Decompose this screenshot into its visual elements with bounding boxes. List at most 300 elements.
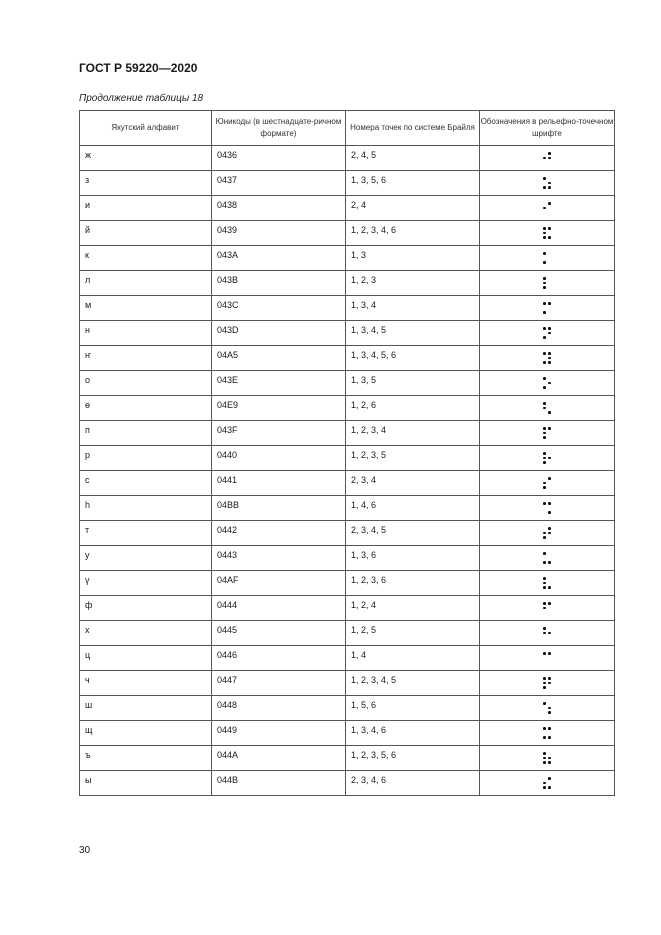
table-row — [80, 171, 615, 196]
braille-dot — [543, 411, 546, 414]
braille-dot — [548, 502, 551, 505]
braille-dot — [548, 207, 551, 210]
cell-unicode: 0439 — [212, 221, 346, 246]
braille-dot — [548, 252, 551, 255]
braille-dot — [548, 286, 551, 289]
cell-braille-glyph — [480, 371, 615, 396]
cell-unicode: 04A5 — [212, 346, 346, 371]
braille-dot — [543, 786, 546, 789]
cell-letter: щ — [80, 721, 212, 746]
braille-dot — [548, 307, 551, 310]
braille-dot — [548, 757, 551, 760]
braille-dot — [543, 702, 546, 705]
braille-dot — [548, 582, 551, 585]
cell-braille-points: 1, 4, 6 — [346, 496, 480, 521]
cell-letter: ч — [80, 671, 212, 696]
cell-braille-points: 2, 4, 5 — [346, 146, 480, 171]
braille-cell-icon — [543, 602, 551, 614]
braille-cell-icon — [543, 752, 551, 764]
braille-dot — [543, 152, 546, 155]
braille-cell-icon — [543, 577, 551, 589]
braille-cell-icon — [543, 627, 551, 639]
document-standard-title: ГОСТ Р 59220—2020 — [79, 61, 198, 75]
cell-unicode: 04BB — [212, 496, 346, 521]
cell-unicode: 0448 — [212, 696, 346, 721]
table-row — [80, 696, 615, 721]
braille-dot — [543, 532, 546, 535]
braille-dot — [543, 177, 546, 180]
braille-dot — [543, 402, 546, 405]
braille-dot — [548, 511, 551, 514]
braille-dot — [548, 177, 551, 180]
cell-braille-points: 1, 2, 3, 5, 6 — [346, 746, 480, 771]
braille-dot — [548, 457, 551, 460]
braille-dot — [548, 302, 551, 305]
table-row — [80, 646, 615, 671]
braille-dot — [543, 757, 546, 760]
braille-dot — [543, 202, 546, 205]
braille-cell-icon — [543, 177, 551, 189]
braille-dot — [548, 427, 551, 430]
braille-dot — [543, 736, 546, 739]
cell-braille-points: 2, 3, 4, 6 — [346, 771, 480, 796]
cell-braille-glyph — [480, 446, 615, 471]
table-row — [80, 446, 615, 471]
braille-dot — [543, 657, 546, 660]
table-body — [80, 146, 615, 796]
braille-dot — [548, 586, 551, 589]
braille-dot — [548, 332, 551, 335]
braille-dot — [548, 686, 551, 689]
cell-braille-points: 1, 2, 3, 5 — [346, 446, 480, 471]
braille-dot — [548, 357, 551, 360]
cell-letter: ф — [80, 596, 212, 621]
braille-dot — [548, 657, 551, 660]
braille-dot — [548, 677, 551, 680]
braille-dot — [543, 552, 546, 555]
braille-dot — [543, 261, 546, 264]
cell-letter: ц — [80, 646, 212, 671]
braille-dot — [548, 327, 551, 330]
table-header-row — [80, 111, 615, 146]
cell-unicode: 0444 — [212, 596, 346, 621]
cell-braille-glyph — [480, 146, 615, 171]
cell-braille-points: 1, 2, 4 — [346, 596, 480, 621]
cell-braille-glyph — [480, 271, 615, 296]
braille-dot — [543, 477, 546, 480]
braille-dot — [543, 677, 546, 680]
braille-cell-icon — [543, 527, 551, 539]
header-yakut-alphabet: Якутский алфавит — [80, 111, 212, 146]
cell-letter: л — [80, 271, 212, 296]
braille-dot — [548, 432, 551, 435]
braille-dot — [543, 711, 546, 714]
cell-unicode: 043A — [212, 246, 346, 271]
table-row — [80, 571, 615, 596]
table-row — [80, 471, 615, 496]
braille-cell-icon — [543, 477, 551, 489]
cell-unicode: 043D — [212, 321, 346, 346]
braille-dot — [543, 652, 546, 655]
cell-unicode: 0445 — [212, 621, 346, 646]
braille-dot — [548, 652, 551, 655]
braille-dot — [548, 461, 551, 464]
table-row — [80, 321, 615, 346]
braille-dot — [543, 582, 546, 585]
cell-letter: у — [80, 546, 212, 571]
braille-dot — [548, 436, 551, 439]
table-row — [80, 671, 615, 696]
braille-dot — [548, 577, 551, 580]
cell-braille-glyph — [480, 296, 615, 321]
table-row — [80, 371, 615, 396]
cell-braille-points: 1, 2, 3 — [346, 271, 480, 296]
cell-braille-points: 1, 3, 4, 5, 6 — [346, 346, 480, 371]
table-row — [80, 596, 615, 621]
braille-cell-icon — [543, 377, 551, 389]
braille-cell-icon — [543, 277, 551, 289]
braille-dot — [543, 236, 546, 239]
braille-dot — [543, 386, 546, 389]
braille-dot — [543, 602, 546, 605]
cell-letter: ү — [80, 571, 212, 596]
braille-dot — [543, 482, 546, 485]
braille-dot — [548, 386, 551, 389]
table-row — [80, 146, 615, 171]
header-braille-points: Номера точек по системе Брайля — [346, 111, 480, 146]
braille-dot — [548, 182, 551, 185]
braille-dot — [548, 157, 551, 160]
braille-dot — [543, 682, 546, 685]
table-row — [80, 621, 615, 646]
table-row — [80, 221, 615, 246]
cell-braille-glyph — [480, 596, 615, 621]
cell-braille-points: 1, 2, 3, 4, 6 — [346, 221, 480, 246]
cell-letter: һ — [80, 496, 212, 521]
braille-dot — [543, 211, 546, 214]
braille-dot — [548, 702, 551, 705]
cell-unicode: 044A — [212, 746, 346, 771]
braille-dot — [548, 611, 551, 614]
cell-braille-points: 1, 3, 5 — [346, 371, 480, 396]
braille-dot — [543, 407, 546, 410]
braille-dot — [548, 211, 551, 214]
cell-unicode: 043B — [212, 271, 346, 296]
braille-dot — [548, 411, 551, 414]
cell-letter: х — [80, 621, 212, 646]
braille-dot — [543, 332, 546, 335]
braille-dot — [543, 636, 546, 639]
braille-dot — [548, 377, 551, 380]
braille-dot — [543, 232, 546, 235]
cell-unicode: 04E9 — [212, 396, 346, 421]
braille-dot — [543, 686, 546, 689]
cell-unicode: 0436 — [212, 146, 346, 171]
braille-dot — [548, 636, 551, 639]
table-row — [80, 246, 615, 271]
cell-braille-glyph — [480, 771, 615, 796]
braille-cell-icon — [543, 352, 551, 364]
braille-cell-icon — [543, 302, 551, 314]
cell-braille-points: 1, 2, 6 — [346, 396, 480, 421]
braille-dot — [548, 486, 551, 489]
braille-dot — [548, 161, 551, 164]
braille-cell-icon — [543, 702, 551, 714]
table-row — [80, 496, 615, 521]
braille-cell-icon — [543, 652, 551, 664]
braille-dot — [543, 732, 546, 735]
cell-letter: з — [80, 171, 212, 196]
cell-letter: о — [80, 371, 212, 396]
braille-dot — [548, 561, 551, 564]
braille-dot — [543, 627, 546, 630]
braille-dot — [543, 632, 546, 635]
cell-braille-points: 1, 3, 4, 6 — [346, 721, 480, 746]
braille-dot — [548, 282, 551, 285]
braille-dot — [543, 277, 546, 280]
braille-dot — [548, 507, 551, 510]
braille-dot — [543, 207, 546, 210]
braille-cell-icon — [543, 427, 551, 439]
cell-letter: ы — [80, 771, 212, 796]
braille-dot — [543, 436, 546, 439]
braille-dot — [543, 186, 546, 189]
braille-dot — [548, 632, 551, 635]
braille-dot — [543, 157, 546, 160]
cell-braille-glyph — [480, 646, 615, 671]
cell-unicode: 043F — [212, 421, 346, 446]
braille-dot — [548, 482, 551, 485]
cell-braille-points: 1, 2, 3, 4 — [346, 421, 480, 446]
cell-letter: м — [80, 296, 212, 321]
cell-braille-glyph — [480, 721, 615, 746]
cell-braille-glyph — [480, 171, 615, 196]
braille-dot — [543, 286, 546, 289]
braille-dot — [543, 227, 546, 230]
braille-dot — [548, 707, 551, 710]
braille-dot — [543, 282, 546, 285]
header-braille-glyph: Обозначения в рельефно-точечном шрифте — [480, 111, 615, 146]
table-row — [80, 296, 615, 321]
cell-letter: к — [80, 246, 212, 271]
braille-cell-icon — [543, 452, 551, 464]
cell-braille-glyph — [480, 571, 615, 596]
cell-letter: п — [80, 421, 212, 446]
braille-dot — [548, 777, 551, 780]
braille-dot — [548, 402, 551, 405]
braille-dot — [543, 327, 546, 330]
braille-dot — [543, 432, 546, 435]
braille-dot — [543, 336, 546, 339]
cell-letter: ш — [80, 696, 212, 721]
table-row — [80, 346, 615, 371]
cell-unicode: 0449 — [212, 721, 346, 746]
cell-letter: с — [80, 471, 212, 496]
braille-dot — [548, 602, 551, 605]
cell-unicode: 0443 — [212, 546, 346, 571]
cell-braille-points: 1, 3 — [346, 246, 480, 271]
table-row — [80, 196, 615, 221]
cell-letter: н — [80, 321, 212, 346]
braille-cell-icon — [543, 252, 551, 264]
cell-braille-glyph — [480, 321, 615, 346]
braille-dot — [543, 257, 546, 260]
braille-dot — [548, 607, 551, 610]
braille-dot — [543, 461, 546, 464]
braille-dot — [543, 377, 546, 380]
cell-braille-glyph — [480, 421, 615, 446]
cell-braille-points: 1, 3, 4 — [346, 296, 480, 321]
cell-unicode: 0446 — [212, 646, 346, 671]
cell-braille-glyph — [480, 471, 615, 496]
table-row — [80, 396, 615, 421]
braille-dot — [548, 627, 551, 630]
braille-dot — [548, 727, 551, 730]
braille-dot — [548, 277, 551, 280]
braille-dot — [548, 152, 551, 155]
braille-dot — [543, 557, 546, 560]
braille-cell-icon — [543, 677, 551, 689]
braille-dot — [548, 477, 551, 480]
braille-dot — [548, 236, 551, 239]
braille-dot — [548, 661, 551, 664]
braille-dot — [543, 782, 546, 785]
braille-cell-icon — [543, 227, 551, 239]
cell-braille-points: 1, 3, 6 — [346, 546, 480, 571]
cell-unicode: 044B — [212, 771, 346, 796]
braille-dot — [543, 382, 546, 385]
braille-dot — [548, 311, 551, 314]
braille-dot — [543, 502, 546, 505]
braille-cell-icon — [543, 777, 551, 789]
cell-braille-glyph — [480, 521, 615, 546]
header-unicode: Юникоды (в шестнадцате-ричном формате) — [212, 111, 346, 146]
braille-dot — [548, 682, 551, 685]
cell-braille-glyph — [480, 221, 615, 246]
cell-braille-points: 2, 3, 4 — [346, 471, 480, 496]
cell-braille-points: 2, 4 — [346, 196, 480, 221]
cell-braille-points: 1, 3, 4, 5 — [346, 321, 480, 346]
table-row — [80, 771, 615, 796]
braille-cell-icon — [543, 552, 551, 564]
braille-dot — [548, 227, 551, 230]
cell-unicode: 04AF — [212, 571, 346, 596]
braille-dot — [543, 511, 546, 514]
cell-braille-glyph — [480, 696, 615, 721]
braille-dot — [548, 336, 551, 339]
cell-letter: ө — [80, 396, 212, 421]
cell-unicode: 0440 — [212, 446, 346, 471]
cell-letter: т — [80, 521, 212, 546]
braille-dot — [543, 507, 546, 510]
cell-braille-points: 1, 3, 5, 6 — [346, 171, 480, 196]
cell-braille-glyph — [480, 246, 615, 271]
braille-dot — [548, 232, 551, 235]
braille-dot — [548, 782, 551, 785]
cell-braille-glyph — [480, 546, 615, 571]
cell-unicode: 0441 — [212, 471, 346, 496]
braille-dot — [543, 527, 546, 530]
braille-dot — [548, 732, 551, 735]
braille-dot — [548, 186, 551, 189]
cell-braille-glyph — [480, 196, 615, 221]
braille-dot — [543, 161, 546, 164]
braille-dot — [543, 707, 546, 710]
braille-table — [79, 110, 615, 796]
braille-dot — [543, 577, 546, 580]
table-row — [80, 746, 615, 771]
braille-dot — [548, 407, 551, 410]
braille-dot — [543, 452, 546, 455]
braille-dot — [543, 302, 546, 305]
braille-dot — [543, 752, 546, 755]
cell-braille-glyph — [480, 396, 615, 421]
cell-braille-points: 1, 2, 3, 4, 5 — [346, 671, 480, 696]
braille-dot — [543, 457, 546, 460]
braille-dot — [548, 261, 551, 264]
braille-dot — [548, 382, 551, 385]
braille-dot — [548, 711, 551, 714]
braille-dot — [543, 607, 546, 610]
braille-dot — [543, 561, 546, 564]
braille-dot — [543, 352, 546, 355]
braille-dot — [548, 536, 551, 539]
table-row — [80, 271, 615, 296]
braille-dot — [548, 552, 551, 555]
cell-braille-glyph — [480, 346, 615, 371]
braille-dot — [548, 752, 551, 755]
braille-dot — [548, 761, 551, 764]
cell-letter: ъ — [80, 746, 212, 771]
table-row — [80, 546, 615, 571]
cell-braille-points: 2, 3, 4, 5 — [346, 521, 480, 546]
braille-dot — [548, 557, 551, 560]
braille-dot — [548, 452, 551, 455]
braille-dot — [543, 252, 546, 255]
cell-braille-points: 1, 2, 5 — [346, 621, 480, 646]
cell-unicode: 0442 — [212, 521, 346, 546]
cell-letter: р — [80, 446, 212, 471]
cell-braille-points: 1, 4 — [346, 646, 480, 671]
cell-letter: ҥ — [80, 346, 212, 371]
braille-dot — [543, 611, 546, 614]
braille-dot — [548, 352, 551, 355]
cell-unicode: 0437 — [212, 171, 346, 196]
cell-letter: й — [80, 221, 212, 246]
braille-dot — [548, 527, 551, 530]
braille-dot — [548, 532, 551, 535]
cell-braille-points: 1, 5, 6 — [346, 696, 480, 721]
page-number: 30 — [79, 845, 91, 856]
braille-dot — [543, 761, 546, 764]
braille-dot — [543, 486, 546, 489]
braille-dot — [548, 736, 551, 739]
braille-dot — [543, 357, 546, 360]
braille-dot — [548, 257, 551, 260]
cell-braille-glyph — [480, 621, 615, 646]
cell-unicode: 0438 — [212, 196, 346, 221]
braille-cell-icon — [543, 402, 551, 414]
braille-dot — [543, 586, 546, 589]
braille-dot — [543, 661, 546, 664]
braille-dot — [548, 786, 551, 789]
braille-dot — [543, 727, 546, 730]
table-row — [80, 521, 615, 546]
table-caption: Продолжение таблицы 18 — [79, 93, 204, 104]
cell-letter: и — [80, 196, 212, 221]
braille-dot — [543, 777, 546, 780]
cell-letter: ж — [80, 146, 212, 171]
